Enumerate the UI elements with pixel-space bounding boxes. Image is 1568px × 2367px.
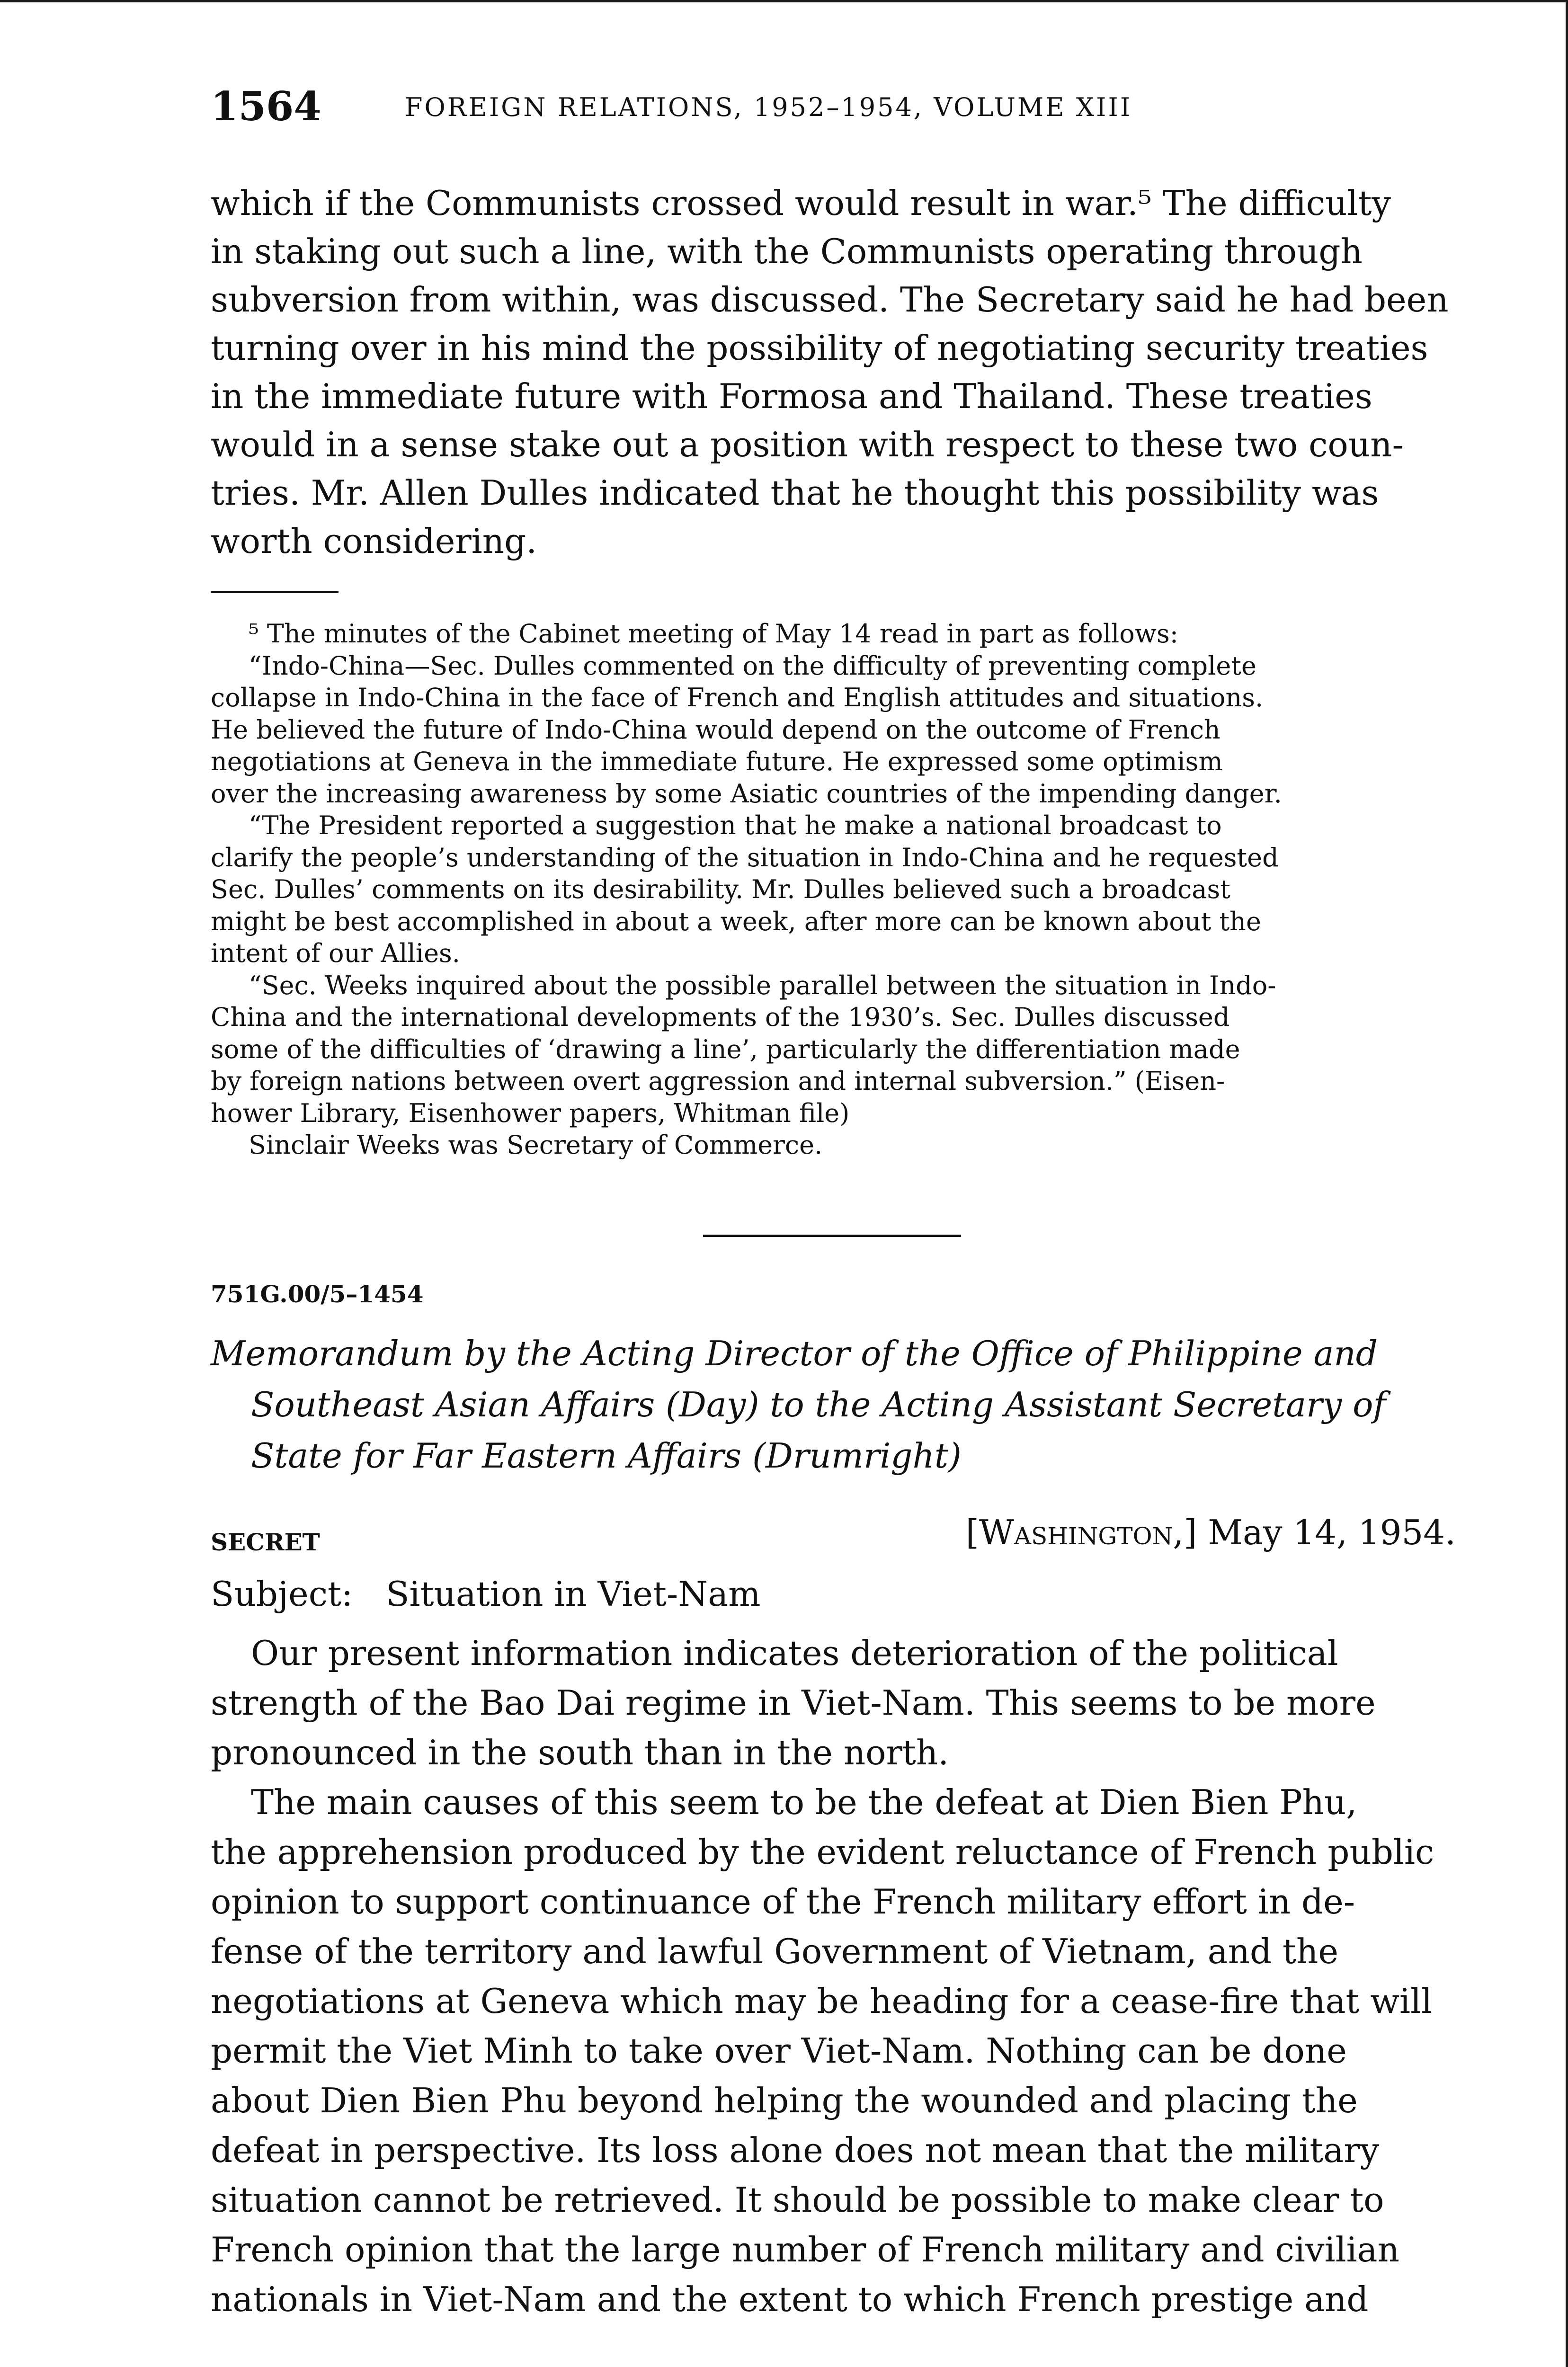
section-divider (703, 1235, 961, 1237)
memo-title-line: Memorandum by the Acting Director of the Office of Philippine and (211, 1334, 1378, 1373)
footnote-line: ⁵ The minutes of the Cabinet meeting of May 14 read in part as follows: (249, 619, 1178, 649)
dateline (966, 1513, 1456, 1552)
continued-paragraph (211, 179, 1456, 565)
text-line: in the immediate future with Formosa and Thailand. These treaties (211, 376, 1372, 416)
footnote-line: intent of our Allies. (211, 938, 460, 968)
footnote-line: collapse in Indo-China in the face of French and English attitudes and situations. (211, 683, 1264, 712)
text-line: in staking out such a line, with the Communists operating through (211, 231, 1363, 271)
footnote-line: “Sec. Weeks inquired about the possible parallel between the situation in Indo- (249, 970, 1276, 1000)
footnote-line: “The President reported a suggestion that he make a national broadcast to (249, 810, 1222, 840)
text-line: the apprehension produced by the evident reluctance of French public (211, 1832, 1434, 1872)
subject-line (211, 1574, 761, 1614)
footnote-line: some of the difficulties of ‘drawing a line’, particularly the differentiation made (211, 1034, 1240, 1064)
footnote-line: might be best accomplished in about a week, after more can be known about the (211, 906, 1261, 936)
text-line: would in a sense stake out a position with respect to these two coun- (211, 425, 1404, 464)
scan-edge-right (1566, 0, 1568, 2367)
footnote-line: Sec. Dulles’ comments on its desirability. Mr. Dulles believed such a broadcast (211, 874, 1230, 904)
text-line: turning over in his mind the possibility of negotiating security treaties (211, 328, 1428, 368)
subject-label: Subject: (211, 1574, 353, 1614)
text-line: The main causes of this seem to be the defeat at Dien Bien Phu, (251, 1782, 1357, 1822)
text-line: subversion from within, was discussed. The Secretary said he had been (211, 280, 1449, 320)
document-file-number: 751G.00/5–1454 (211, 1280, 424, 1308)
footnote (211, 618, 1456, 1161)
text-line: permit the Viet Minh to take over Viet-Nam. Nothing can be done (211, 2031, 1347, 2071)
running-head (211, 83, 1456, 135)
footnote-line: He believed the future of Indo-China would depend on the outcome of French (211, 714, 1221, 745)
memo-title-line: Southeast Asian Affairs (Day) to the Acting Assistant Secretary of (251, 1385, 1386, 1424)
text-line: defeat in perspective. Its loss alone does not mean that the military (211, 2130, 1380, 2170)
page-number: 1564 (211, 83, 321, 130)
footnote-line: “Indo-China—Sec. Dulles commented on the difficulty of preventing complete (249, 650, 1256, 681)
memo-body (211, 1628, 1456, 2324)
dateline-place: [Washington,] (965, 1513, 1197, 1552)
footnote-line: Sinclair Weeks was Secretary of Commerce. (249, 1130, 823, 1160)
text-line: tries. Mr. Allen Dulles indicated that he thought this possibility was (211, 473, 1379, 513)
classification-label: SECRET (211, 1528, 320, 1556)
series-title: FOREIGN RELATIONS, 1952–1954, VOLUME XIII (405, 92, 1132, 122)
text-line: about Dien Bien Phu beyond helping the wounded and placing the (211, 2081, 1358, 2120)
text-line: which if the Communists crossed would result in war.⁵ The difficulty (211, 183, 1391, 223)
footnote-line: by foreign nations between overt aggression and internal subversion.” (Eisen- (211, 1066, 1225, 1096)
text-line: strength of the Bao Dai regime in Viet-Nam. This seems to be more (211, 1683, 1376, 1723)
text-line: French opinion that the large number of French military and civilian (211, 2230, 1399, 2269)
dateline-date: May 14, 1954. (1208, 1513, 1456, 1552)
text-line: fense of the territory and lawful Government of Vietnam, and the (211, 1931, 1338, 1971)
scan-edge-top (0, 0, 1568, 2)
footnote-line: clarify the people’s understanding of the situation in Indo-China and he requested (211, 842, 1279, 872)
text-line: nationals in Viet-Nam and the extent to which French prestige and (211, 2279, 1369, 2319)
text-line: situation cannot be retrieved. It should be possible to make clear to (211, 2180, 1384, 2220)
footnote-line: hower Library, Eisenhower papers, Whitman file) (211, 1098, 850, 1128)
footnote-line: over the increasing awareness by some Asiatic countries of the impending danger. (211, 778, 1282, 809)
text-line: pronounced in the south than in the north. (211, 1733, 949, 1772)
memo-title (211, 1328, 1456, 1481)
text-line: opinion to support continuance of the French military effort in de- (211, 1882, 1355, 1922)
footnote-line: negotiations at Geneva in the immediate future. He expressed some optimism (211, 747, 1223, 776)
footnote-line: China and the international developments of the 1930’s. Sec. Dulles discussed (211, 1002, 1230, 1032)
text-line: negotiations at Geneva which may be heading for a cease-fire that will (211, 1981, 1433, 2021)
text-line: worth considering. (211, 521, 537, 561)
subject-value: Situation in Viet-Nam (386, 1574, 761, 1614)
memo-title-line: State for Far Eastern Affairs (Drumright) (251, 1436, 962, 1476)
footnote-divider (211, 591, 339, 593)
text-line: Our present information indicates deterioration of the political (251, 1633, 1338, 1673)
